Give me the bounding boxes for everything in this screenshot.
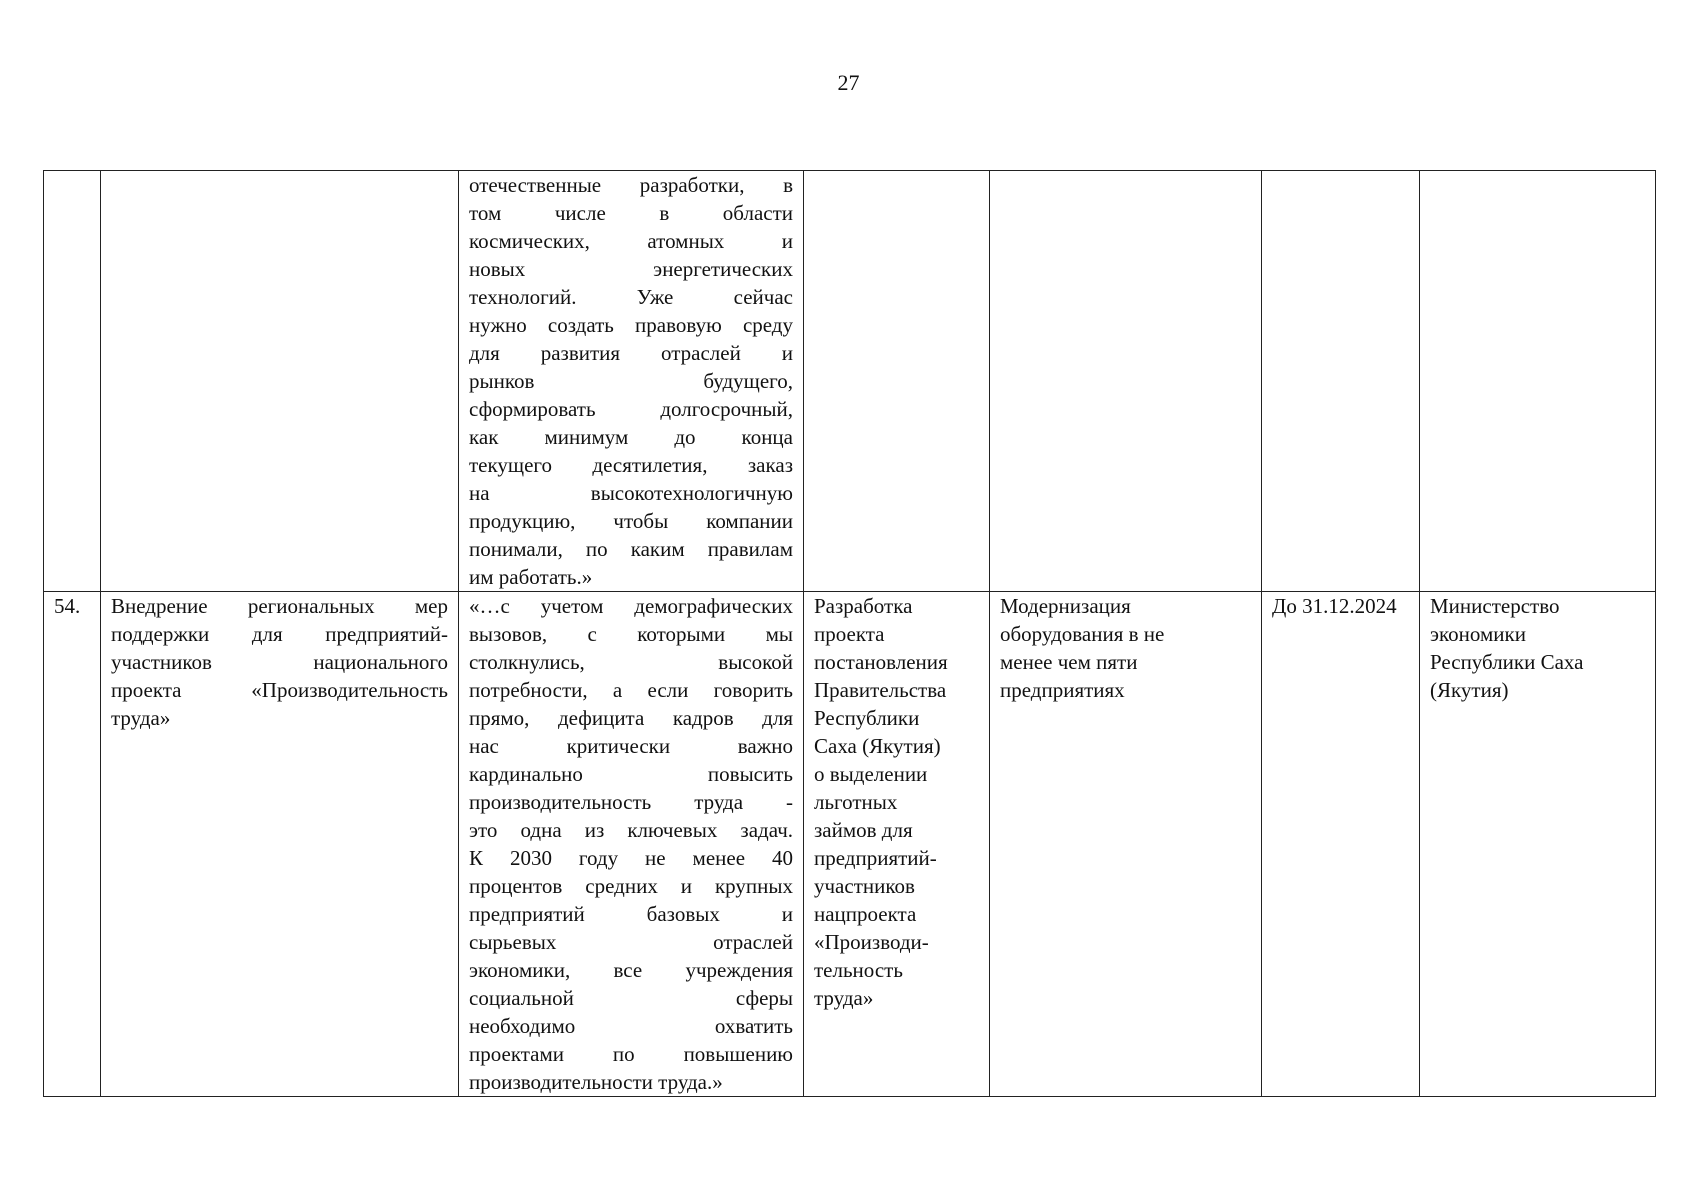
text-line: о выделении [814, 762, 928, 786]
text-line: «…с учетом демографических [469, 594, 793, 618]
text-line: понимали, по каким правилам [469, 537, 793, 561]
text-line: производительность труда - [469, 790, 793, 814]
text-line: участников национального [111, 650, 448, 674]
text-line: процентов средних и крупных [469, 874, 793, 898]
text-line: потребности, а если говорить [469, 678, 793, 702]
deadline-cell: До 31.12.2024 [1262, 592, 1420, 1097]
text-line: новых энергетических [469, 257, 793, 281]
text-line: необходимо охватить [469, 1014, 793, 1038]
text-line: прямо, дефицита кадров для [469, 706, 793, 730]
text-line: Республики [814, 706, 920, 730]
text-line: экономики [1430, 622, 1526, 646]
measures-table [43, 170, 1656, 1097]
text-line: нацпроекта [814, 902, 917, 926]
text-line: предприятиях [1000, 678, 1125, 702]
measure-cell [101, 592, 459, 1097]
text-line: труда» [814, 986, 874, 1010]
text-line: участников [814, 874, 915, 898]
text-line: предприятий базовых и [469, 902, 793, 926]
text-line: проекта [814, 622, 885, 646]
text-line: менее чем пяти [1000, 650, 1138, 674]
text-line: экономики, все учреждения [469, 958, 793, 982]
text-line: Министерство [1430, 594, 1560, 618]
responsible-cell [1420, 171, 1656, 592]
measure-cell [101, 171, 459, 592]
text-line: предприятий- [814, 846, 937, 870]
text-line: нужно создать правовую среду [469, 313, 793, 337]
text-line: рынков будущего, [469, 369, 793, 393]
text-line: К 2030 году не менее 40 [469, 846, 793, 870]
table-row [44, 171, 1656, 592]
text-line: Саха (Якутия) [814, 734, 941, 758]
text-line: Разработка [814, 594, 913, 618]
text-line: Модернизация [1000, 594, 1131, 618]
text-line: (Якутия) [1430, 678, 1509, 702]
text-line: технологий. Уже сейчас [469, 285, 793, 309]
row-number-cell [44, 171, 101, 592]
text-line: сырьевых отраслей [469, 930, 793, 954]
text-line: труда» [111, 706, 171, 730]
text-line: «Производи- [814, 930, 929, 954]
text-line: льготных [814, 790, 898, 814]
text-line: Республики Саха [1430, 650, 1584, 674]
responsible-cell [1420, 592, 1656, 1097]
text-line: проекта «Производительность [111, 678, 448, 702]
page-number: 27 [837, 70, 860, 95]
text-line: столкнулись, высокой [469, 650, 793, 674]
text-line: как минимум до конца [469, 425, 793, 449]
text-line: постановления [814, 650, 948, 674]
text-line: для развития отраслей и [469, 341, 793, 365]
text-line: тельность [814, 958, 903, 982]
result-cell [990, 171, 1262, 592]
text-line: проектами по повышению [469, 1042, 793, 1066]
table-row [44, 592, 1656, 1097]
result-cell [990, 592, 1262, 1097]
text-line: космических, атомных и [469, 229, 793, 253]
text-line: Внедрение региональных мер [111, 594, 448, 618]
text-line: продукцию, чтобы компании [469, 509, 793, 533]
text-line: на высокотехнологичную [469, 481, 793, 505]
action-cell [804, 592, 990, 1097]
text-line: это одна из ключевых задач. [469, 818, 793, 842]
text-line: том числе в области [469, 201, 793, 225]
action-cell [804, 171, 990, 592]
text-line: социальной сферы [469, 986, 793, 1010]
text-line: кардинально повысить [469, 762, 793, 786]
text-line: Правительства [814, 678, 947, 702]
row-number-cell: 54. [44, 592, 101, 1097]
quote-cell [459, 592, 804, 1097]
text-line: оборудования в не [1000, 622, 1165, 646]
text-line: вызовов, с которыми мы [469, 622, 793, 646]
text-line: поддержки для предприятий- [111, 622, 448, 646]
quote-cell [459, 171, 804, 592]
text-line: им работать.» [469, 565, 593, 589]
text-line: отечественные разработки, в [469, 173, 793, 197]
text-line: текущего десятилетия, заказ [469, 453, 793, 477]
text-line: займов для [814, 818, 913, 842]
text-line: производительности труда.» [469, 1070, 723, 1094]
text-line: нас критически важно [469, 734, 793, 758]
text-line: сформировать долгосрочный, [469, 397, 793, 421]
deadline-cell [1262, 171, 1420, 592]
